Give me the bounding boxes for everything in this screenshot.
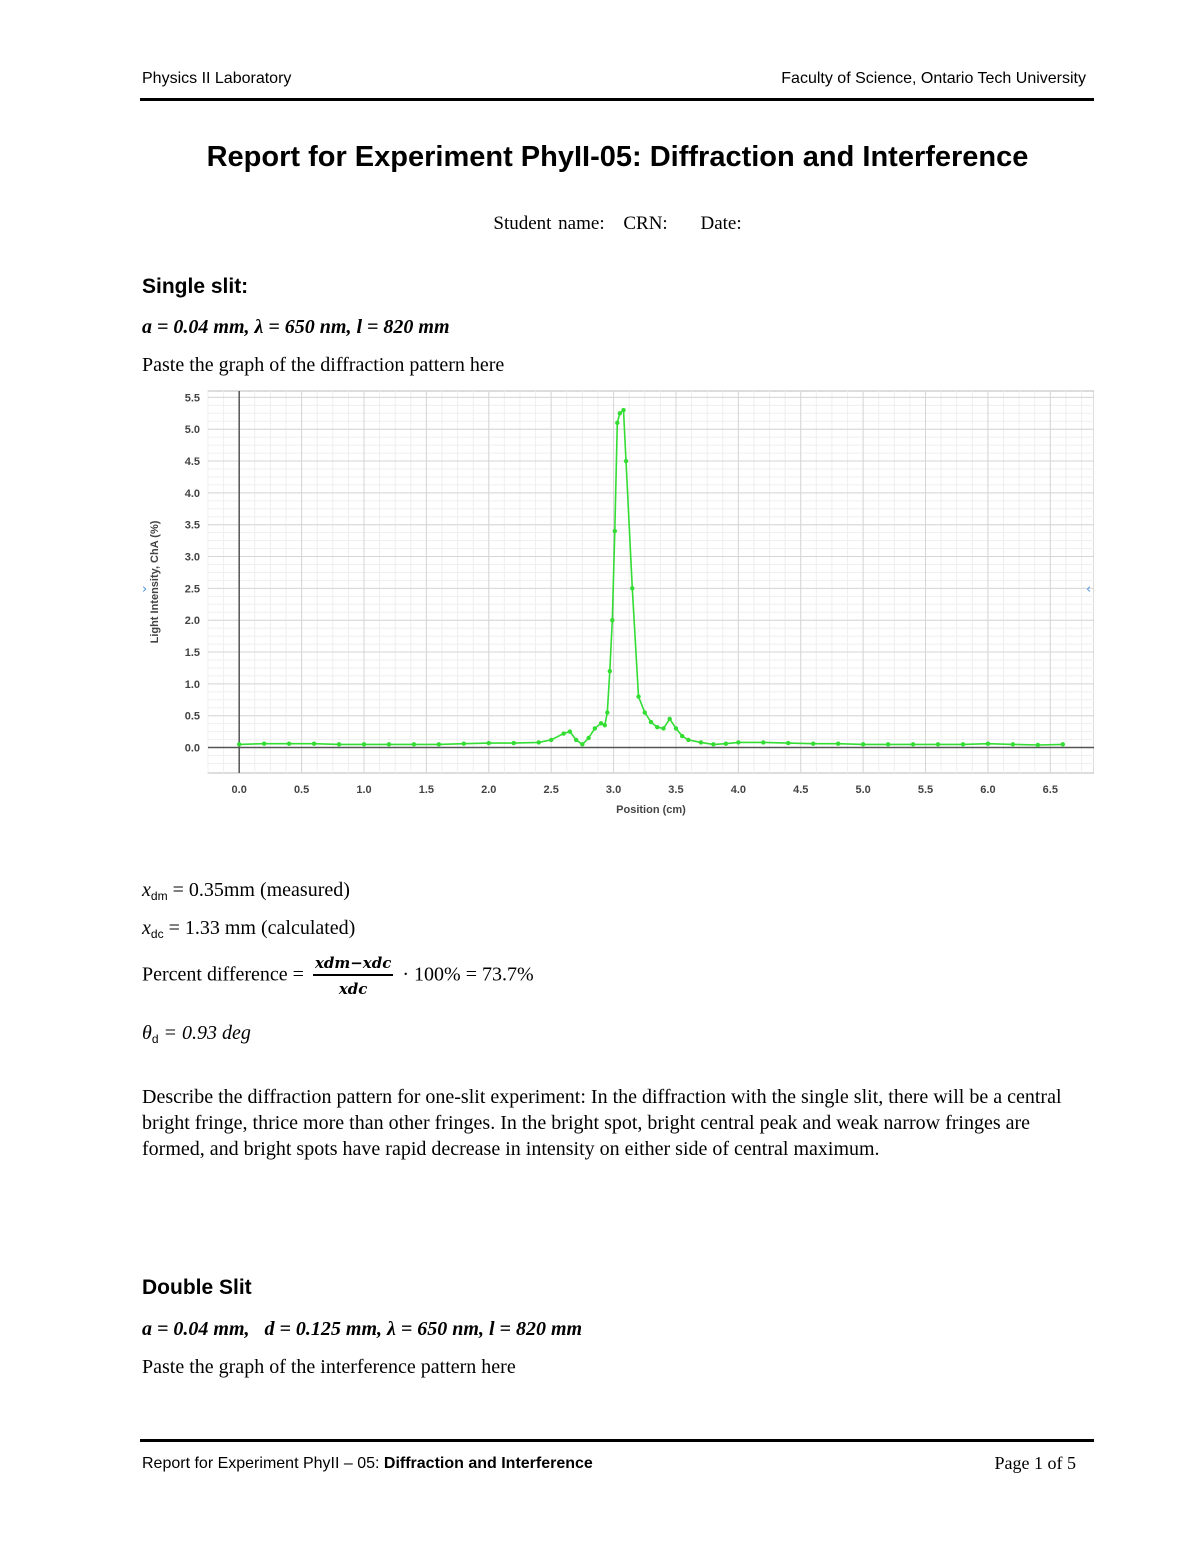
x-tick-label: 0.5 [293, 784, 310, 796]
x-tick-label: 1.5 [418, 784, 435, 796]
x-tick-label: 2.5 [543, 784, 559, 796]
data-point [886, 742, 890, 746]
header-rule [140, 98, 1094, 101]
data-point [861, 742, 865, 746]
x-tick-label: 5.5 [917, 784, 934, 796]
data-point [603, 723, 607, 727]
param-lambda: λ = 650 nm, [254, 316, 352, 338]
data-point [711, 742, 715, 746]
param-lambda: λ = 650 nm, [387, 1318, 484, 1340]
footer-left [142, 1455, 593, 1473]
double-slit-params [142, 1318, 582, 1341]
footer-left-bold: Diffraction and Interference [383, 1455, 593, 1472]
data-point [512, 741, 516, 745]
data-point [536, 740, 540, 744]
data-point [568, 729, 572, 733]
data-point [610, 618, 614, 622]
header-right: Faculty of Science, Ontario Tech University [781, 70, 1086, 87]
data-point [836, 742, 840, 746]
data-point [615, 421, 619, 425]
y-tick-label: 3.0 [184, 551, 200, 564]
data-point [1036, 743, 1040, 747]
data-point [643, 710, 647, 714]
single-slit-description: Describe the diffraction pattern for one-slit experiment: In the diffraction with the single slit, there will be a central bright fringe, thrice more than other fringes. In the bright spot, bright central peak and weak narrow fringes are formed, and bright spots have rapid decrease in intensity on either side of central maximum. [142, 1086, 1062, 1160]
data-point [636, 694, 640, 698]
data-point [911, 742, 915, 746]
y-axis-label: Light Intensity, ChA (%) [149, 520, 161, 644]
x-tick-label: 0.0 [231, 784, 247, 796]
data-point [549, 738, 553, 742]
param-l: l = 820 mm [356, 316, 450, 338]
fraction-denominator: xdc [338, 980, 368, 998]
xdc-equation [142, 917, 355, 941]
footer-left-plain: Report for Experiment PhyII – 05: [142, 1455, 384, 1472]
data-point [312, 742, 316, 746]
data-point [630, 586, 634, 590]
x-axis-label: Position (cm) [616, 804, 686, 816]
data-point [618, 411, 622, 415]
data-point [661, 726, 665, 730]
data-point [811, 742, 815, 746]
data-point [337, 742, 341, 746]
data-point [668, 717, 672, 721]
data-point [287, 742, 291, 746]
date-label: Date: [700, 213, 742, 234]
data-point [561, 731, 565, 735]
data-point [624, 459, 628, 463]
xdm-equation [142, 879, 350, 903]
param-a: a = 0.04 mm, [142, 1318, 250, 1340]
y-tick-label: 0.5 [184, 710, 200, 723]
y-tick-label: 2.5 [184, 583, 200, 596]
student-info-line [0, 213, 1200, 235]
single-slit-heading: Single slit: [142, 275, 249, 298]
data-point [613, 529, 617, 533]
percent-label: Percent difference = [142, 963, 309, 986]
data-point [936, 742, 940, 746]
data-point [580, 742, 584, 746]
y-tick-label: 5.0 [184, 424, 200, 437]
data-point [655, 725, 659, 729]
param-d: d = 0.125 mm, [264, 1318, 383, 1340]
y-tick-label: 4.5 [184, 456, 200, 469]
y-tick-label: 3.5 [184, 519, 200, 532]
data-point [574, 738, 578, 742]
data-point [699, 740, 703, 744]
footer-rule [140, 1439, 1094, 1442]
data-point [387, 742, 391, 746]
xdc-sub: dc [150, 927, 164, 941]
param-l: l = 820 mm [488, 1318, 583, 1340]
x-tick-label: 6.5 [1042, 784, 1058, 796]
xdm-var: x [142, 879, 151, 901]
data-point [608, 669, 612, 673]
data-point [362, 742, 366, 746]
page-number: Page 1 of 5 [994, 1453, 1076, 1473]
xdc-var: x [142, 917, 151, 939]
data-point [961, 742, 965, 746]
percent-difference-equation [142, 954, 534, 998]
single-slit-instruction: Paste the graph of the diffraction pattern here [142, 354, 505, 376]
data-point [649, 720, 653, 724]
data-point [487, 741, 491, 745]
page-title: Report for Experiment PhyII-05: Diffraction and Interference [206, 141, 1029, 173]
data-point [237, 742, 241, 746]
data-point [686, 738, 690, 742]
xdm-sub: dm [150, 889, 168, 903]
x-tick-label: 6.0 [980, 784, 996, 796]
student-name-label: Student name: [493, 213, 605, 234]
data-point [761, 740, 765, 744]
data-point [786, 741, 790, 745]
data-point [1061, 742, 1065, 746]
theta-value: = 0.93 deg [158, 1022, 251, 1044]
data-point [674, 726, 678, 730]
data-point [986, 742, 990, 746]
x-tick-label: 4.0 [730, 784, 747, 796]
x-tick-label: 3.5 [668, 784, 684, 796]
data-point [412, 742, 416, 746]
xdc-value: = 1.33 mm (calculated) [163, 917, 356, 939]
data-point [593, 726, 597, 730]
data-point [599, 721, 603, 725]
x-tick-label: 2.0 [481, 784, 497, 796]
data-point [586, 736, 590, 740]
data-point [437, 742, 441, 746]
double-slit-heading: Double Slit [142, 1276, 252, 1299]
single-slit-params [142, 316, 450, 339]
theta-sub: d [151, 1032, 159, 1046]
y-tick-label: 1.0 [184, 678, 200, 691]
xdm-value: = 0.35mm (measured) [167, 879, 350, 901]
data-point [621, 408, 625, 412]
param-a: a = 0.04 mm, [142, 316, 250, 338]
y-tick-label: 5.5 [184, 392, 200, 405]
theta-var: θ [142, 1022, 152, 1044]
left-scroll-handle-icon[interactable]: › [142, 582, 148, 597]
x-tick-label: 1.0 [356, 784, 372, 796]
theta-equation [142, 1022, 251, 1046]
y-tick-label: 4.0 [184, 487, 200, 500]
data-point [680, 734, 684, 738]
header-left: Physics II Laboratory [142, 70, 292, 87]
data-point [736, 740, 740, 744]
data-point [724, 742, 728, 746]
diffraction-chart [142, 385, 1094, 825]
y-tick-label: 0.0 [184, 742, 200, 755]
data-point [605, 710, 609, 714]
right-scroll-handle-icon[interactable]: ‹ [1086, 582, 1092, 597]
x-tick-label: 4.5 [793, 784, 809, 796]
x-tick-label: 5.0 [855, 784, 871, 796]
data-point [262, 742, 266, 746]
data-point [1011, 742, 1015, 746]
percent-result: · 100% = 73.7% [397, 963, 534, 986]
y-tick-label: 1.5 [184, 647, 200, 660]
fraction-numerator: xdm−xdc [313, 954, 393, 976]
percent-fraction [313, 954, 393, 998]
double-slit-instruction: Paste the graph of the interference pattern here [142, 1356, 516, 1378]
y-tick-label: 2.0 [184, 615, 200, 628]
x-tick-label: 3.0 [605, 784, 622, 796]
data-point [462, 742, 466, 746]
crn-label: CRN: [623, 213, 668, 234]
